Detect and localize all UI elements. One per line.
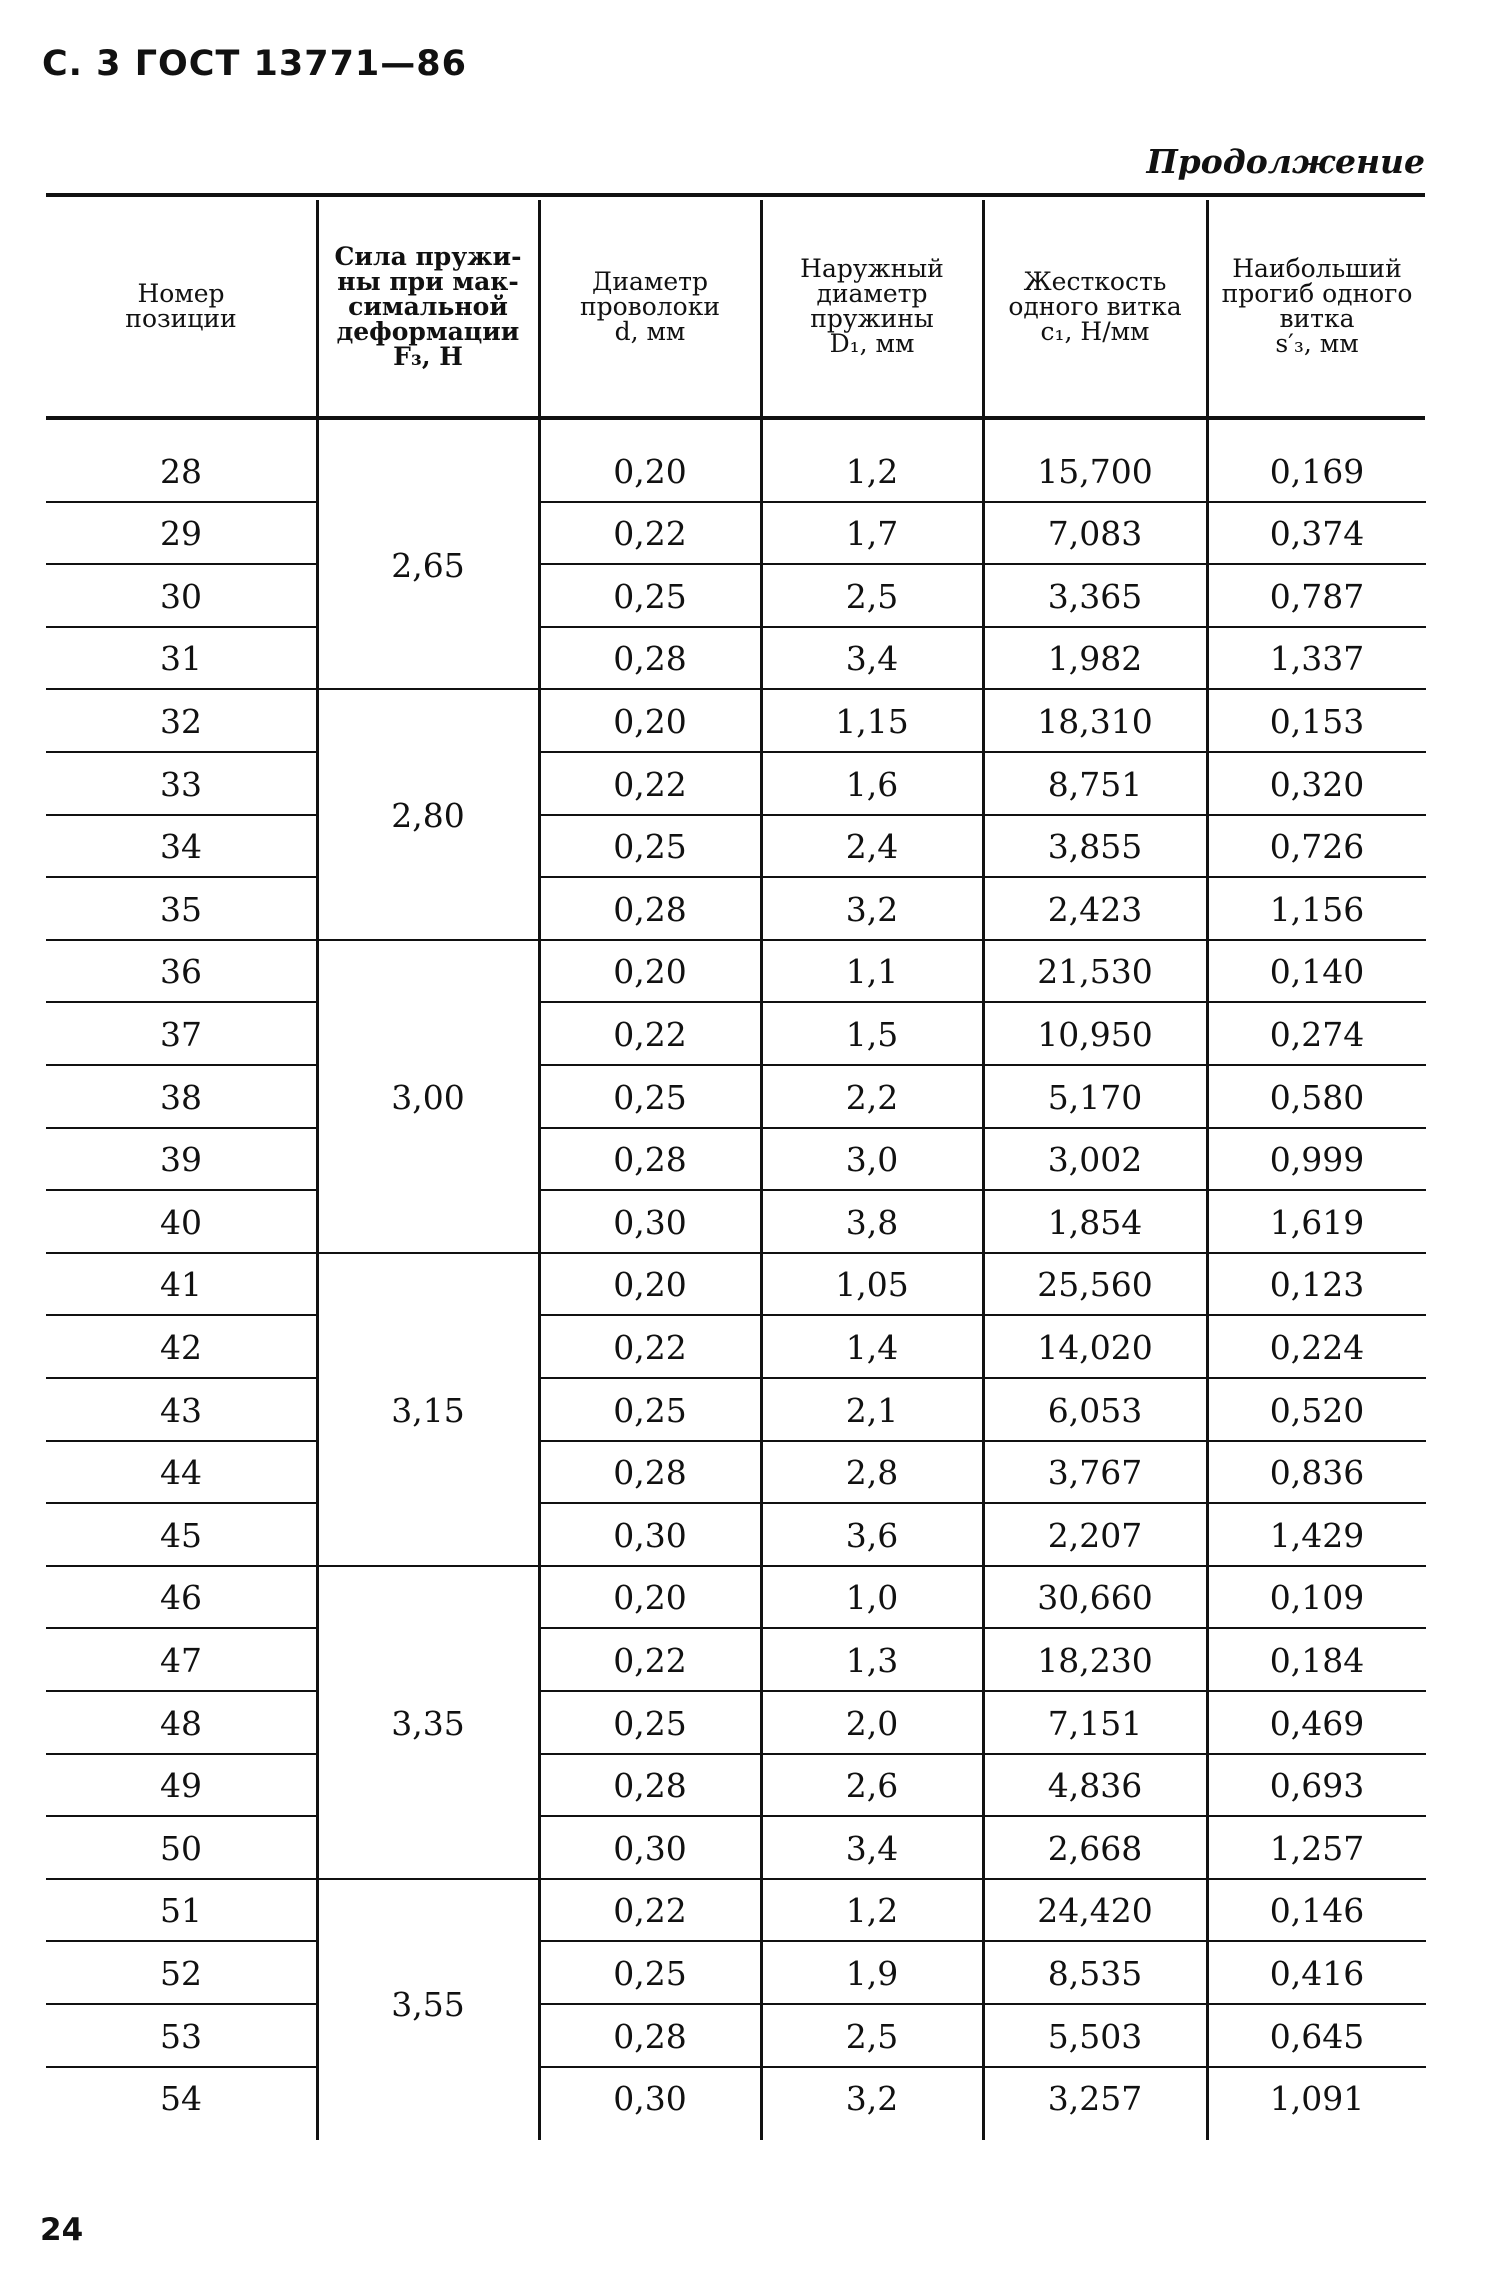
wire-diameter-cell: 0,22: [613, 1891, 687, 1931]
outer-diameter-cell: 1,05: [835, 1265, 909, 1305]
deflection-cell: 0,836: [1269, 1453, 1365, 1493]
outer-diameter-cell: 2,5: [845, 576, 899, 616]
stiffness-cell: 30,660: [1037, 1578, 1153, 1618]
stiffness-cell: 3,365: [1047, 576, 1143, 616]
stiffness-cell: 8,751: [1047, 764, 1143, 804]
outer-diameter-cell: 1,6: [845, 764, 899, 804]
position-cell: 54: [160, 2079, 202, 2119]
deflection-cell: 0,645: [1269, 2016, 1365, 2056]
position-cell: 47: [160, 1640, 202, 1680]
outer-diameter-cell: 1,7: [845, 514, 899, 554]
wire-diameter-cell: 0,28: [613, 2016, 687, 2056]
outer-diameter-cell: 3,2: [845, 889, 899, 929]
deflection-cell: 0,787: [1269, 576, 1365, 616]
deflection-cell: 1,156: [1269, 889, 1365, 929]
deflection-cell: 0,153: [1269, 701, 1365, 741]
wire-diameter-cell: 0,25: [613, 1390, 687, 1430]
deflection-cell: 0,520: [1269, 1390, 1365, 1430]
stiffness-cell: 6,053: [1047, 1390, 1143, 1430]
header-deflection: Наибольший прогиб одного витка s′₃, мм: [1221, 254, 1413, 358]
header-force: Сила пружи- ны при мак- симальной деформации F₃, Н: [334, 241, 522, 371]
deflection-cell: 0,169: [1269, 451, 1365, 491]
wire-diameter-cell: 0,28: [613, 1453, 687, 1493]
outer-diameter-cell: 1,5: [845, 1014, 899, 1054]
header-bottom-rule: [46, 416, 1425, 420]
position-cell: 45: [160, 1515, 202, 1555]
deflection-cell: 0,123: [1269, 1265, 1365, 1305]
stiffness-cell: 14,020: [1037, 1327, 1153, 1367]
stiffness-cell: 3,855: [1047, 827, 1143, 867]
outer-diameter-cell: 2,4: [845, 827, 899, 867]
outer-diameter-cell: 1,1: [845, 952, 899, 992]
wire-diameter-cell: 0,28: [613, 1140, 687, 1180]
page-header: С. 3 ГОСТ 13771—86: [42, 44, 467, 84]
position-cell: 53: [160, 2016, 202, 2056]
deflection-cell: 1,257: [1269, 1828, 1365, 1868]
wire-diameter-cell: 0,20: [613, 701, 687, 741]
outer-diameter-cell: 3,8: [845, 1202, 899, 1242]
deflection-cell: 0,580: [1269, 1077, 1365, 1117]
position-cell: 41: [160, 1265, 202, 1305]
deflection-cell: 0,726: [1269, 827, 1365, 867]
wire-diameter-cell: 0,30: [613, 1202, 687, 1242]
position-cell: 36: [160, 952, 202, 992]
outer-diameter-cell: 3,0: [845, 1140, 899, 1180]
wire-diameter-cell: 0,22: [613, 1327, 687, 1367]
deflection-cell: 0,140: [1269, 952, 1365, 992]
table-top-rule: [46, 193, 1425, 197]
deflection-cell: 1,337: [1269, 639, 1365, 679]
wire-diameter-cell: 0,30: [613, 1515, 687, 1555]
position-cell: 37: [160, 1014, 202, 1054]
outer-diameter-cell: 1,2: [845, 451, 899, 491]
stiffness-cell: 2,207: [1047, 1515, 1143, 1555]
outer-diameter-cell: 1,9: [845, 1953, 899, 1993]
outer-diameter-cell: 1,15: [835, 701, 909, 741]
position-cell: 43: [160, 1390, 202, 1430]
deflection-cell: 0,274: [1269, 1014, 1365, 1054]
stiffness-cell: 3,257: [1047, 2079, 1143, 2119]
stiffness-cell: 2,423: [1047, 889, 1143, 929]
stiffness-cell: 7,151: [1047, 1703, 1143, 1743]
page-number: 24: [40, 2212, 84, 2248]
outer-diameter-cell: 2,2: [845, 1077, 899, 1117]
wire-diameter-cell: 0,28: [613, 889, 687, 929]
wire-diameter-cell: 0,30: [613, 2079, 687, 2119]
wire-diameter-cell: 0,30: [613, 1828, 687, 1868]
wire-diameter-cell: 0,20: [613, 451, 687, 491]
outer-diameter-cell: 2,8: [845, 1453, 899, 1493]
stiffness-cell: 3,002: [1047, 1140, 1143, 1180]
force-cell: 2,80: [391, 796, 465, 836]
deflection-cell: 0,374: [1269, 514, 1365, 554]
stiffness-cell: 3,767: [1047, 1453, 1143, 1493]
header-position: Номер позиции: [125, 279, 237, 333]
outer-diameter-cell: 2,6: [845, 1766, 899, 1806]
stiffness-cell: 7,083: [1047, 514, 1143, 554]
position-cell: 30: [160, 576, 202, 616]
outer-diameter-cell: 1,2: [845, 1891, 899, 1931]
wire-diameter-cell: 0,22: [613, 1014, 687, 1054]
force-cell: 3,00: [391, 1077, 465, 1117]
force-cell: 3,35: [391, 1703, 465, 1743]
outer-diameter-cell: 2,5: [845, 2016, 899, 2056]
outer-diameter-cell: 3,4: [845, 639, 899, 679]
position-cell: 31: [160, 639, 202, 679]
header-outer-diameter: Наружный диаметр пружины D₁, мм: [800, 254, 944, 358]
stiffness-cell: 10,950: [1037, 1014, 1153, 1054]
stiffness-cell: 5,170: [1047, 1077, 1143, 1117]
stiffness-cell: 25,560: [1037, 1265, 1153, 1305]
position-cell: 33: [160, 764, 202, 804]
position-cell: 44: [160, 1453, 202, 1493]
deflection-cell: 0,109: [1269, 1578, 1365, 1618]
wire-diameter-cell: 0,20: [613, 1578, 687, 1618]
outer-diameter-cell: 1,4: [845, 1327, 899, 1367]
header-stiffness: Жесткость одного витка c₁, Н/мм: [1008, 266, 1182, 346]
wire-diameter-cell: 0,25: [613, 1077, 687, 1117]
deflection-cell: 0,184: [1269, 1640, 1365, 1680]
position-cell: 51: [160, 1891, 202, 1931]
force-cell: 3,15: [391, 1390, 465, 1430]
force-cell: 3,55: [391, 1985, 465, 2025]
stiffness-cell: 1,982: [1047, 639, 1143, 679]
wire-diameter-cell: 0,25: [613, 827, 687, 867]
position-cell: 38: [160, 1077, 202, 1117]
header-wire-diameter: Диаметр проволоки d, мм: [579, 266, 721, 346]
deflection-cell: 0,999: [1269, 1140, 1365, 1180]
force-cell: 2,65: [391, 545, 465, 585]
deflection-cell: 0,469: [1269, 1703, 1365, 1743]
wire-diameter-cell: 0,20: [613, 1265, 687, 1305]
outer-diameter-cell: 1,0: [845, 1578, 899, 1618]
position-cell: 49: [160, 1766, 202, 1806]
stiffness-cell: 18,230: [1037, 1640, 1153, 1680]
position-cell: 34: [160, 827, 202, 867]
outer-diameter-cell: 3,6: [845, 1515, 899, 1555]
stiffness-cell: 5,503: [1047, 2016, 1143, 2056]
position-cell: 42: [160, 1327, 202, 1367]
stiffness-cell: 18,310: [1037, 701, 1153, 741]
wire-diameter-cell: 0,25: [613, 576, 687, 616]
wire-diameter-cell: 0,22: [613, 1640, 687, 1680]
deflection-cell: 0,693: [1269, 1766, 1365, 1806]
deflection-cell: 1,619: [1269, 1202, 1365, 1242]
stiffness-cell: 15,700: [1037, 451, 1153, 491]
wire-diameter-cell: 0,25: [613, 1953, 687, 1993]
deflection-cell: 0,320: [1269, 764, 1365, 804]
position-cell: 39: [160, 1140, 202, 1180]
outer-diameter-cell: 2,1: [845, 1390, 899, 1430]
position-cell: 35: [160, 889, 202, 929]
deflection-cell: 0,416: [1269, 1953, 1365, 1993]
deflection-cell: 0,224: [1269, 1327, 1365, 1367]
wire-diameter-cell: 0,28: [613, 639, 687, 679]
deflection-cell: 1,429: [1269, 1515, 1365, 1555]
wire-diameter-cell: 0,22: [613, 514, 687, 554]
continuation-label: Продолжение: [1146, 142, 1425, 181]
stiffness-cell: 2,668: [1047, 1828, 1143, 1868]
stiffness-cell: 24,420: [1037, 1891, 1153, 1931]
wire-diameter-cell: 0,22: [613, 764, 687, 804]
outer-diameter-cell: 2,0: [845, 1703, 899, 1743]
position-cell: 52: [160, 1953, 202, 1993]
outer-diameter-cell: 3,4: [845, 1828, 899, 1868]
stiffness-cell: 1,854: [1047, 1202, 1143, 1242]
stiffness-cell: 4,836: [1047, 1766, 1143, 1806]
deflection-cell: 1,091: [1269, 2079, 1365, 2119]
position-cell: 46: [160, 1578, 202, 1618]
position-cell: 29: [160, 514, 202, 554]
wire-diameter-cell: 0,25: [613, 1703, 687, 1743]
position-cell: 28: [160, 451, 202, 491]
wire-diameter-cell: 0,20: [613, 952, 687, 992]
position-cell: 48: [160, 1703, 202, 1743]
position-cell: 40: [160, 1202, 202, 1242]
wire-diameter-cell: 0,28: [613, 1766, 687, 1806]
deflection-cell: 0,146: [1269, 1891, 1365, 1931]
stiffness-cell: 8,535: [1047, 1953, 1143, 1993]
position-cell: 32: [160, 701, 202, 741]
position-cell: 50: [160, 1828, 202, 1868]
outer-diameter-cell: 3,2: [845, 2079, 899, 2119]
stiffness-cell: 21,530: [1037, 952, 1153, 992]
outer-diameter-cell: 1,3: [845, 1640, 899, 1680]
